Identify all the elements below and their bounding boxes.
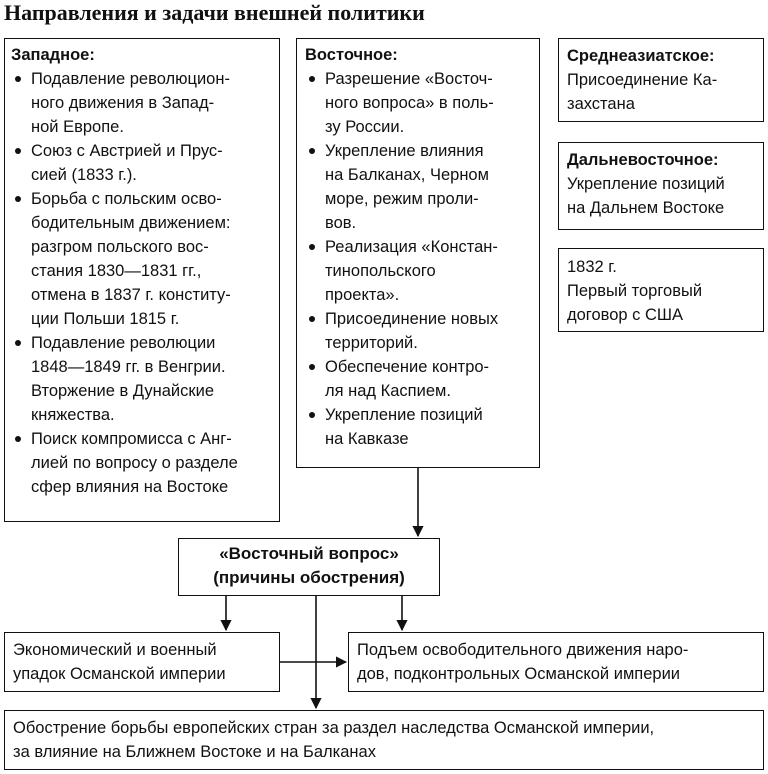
european-struggle-text: Обострение борьбы европейских стран за раздел наследства Османской империи, за влияние на Ближнем Востоке и на Балканах: [13, 719, 655, 761]
far-eastern-text: Укрепление позиций на Дальнем Востоке: [567, 175, 725, 217]
eastern-item: Разрешение «Восточ- ного вопроса» в поль- зу России.: [305, 67, 533, 139]
western-direction-box: [4, 38, 280, 522]
eastern-item: Укрепление позиций на Кавказе: [305, 403, 533, 451]
far-eastern-direction-box: [558, 142, 764, 230]
usa-treaty-text: Первый торговый договор с США: [567, 282, 703, 324]
eastern-item: Реализация «Констан- тинопольского проекта».: [305, 235, 533, 307]
liberation-movement-box: [348, 632, 764, 692]
western-item: Подавление революцион- ного движения в Запад- ной Европе.: [11, 67, 273, 139]
western-items: [11, 67, 273, 499]
central-asian-direction-box: [558, 38, 764, 122]
eastern-item: Присоединение новых территорий.: [305, 307, 533, 355]
ottoman-decline-text: Экономический и военный упадок Османской империи: [13, 641, 226, 683]
european-struggle-box: [4, 710, 764, 770]
ottoman-decline-box: [4, 632, 280, 692]
central-asian-text: Присоединение Ка- захстана: [567, 71, 718, 113]
eastern-direction-box: [296, 38, 540, 468]
western-item: Союз с Австрией и Прус- сией (1833 г.).: [11, 139, 273, 187]
page-title: Направления и задачи внешней политики: [4, 0, 425, 25]
liberation-movement-text: Подъем освободительного движения наро- дов, подконтрольных Османской империи: [357, 641, 689, 683]
eastern-item: Укрепление влияния на Балканах, Черном море, режим проли- вов.: [305, 139, 533, 235]
western-item: Борьба с польским осво- бодительным движением: разгром польского вос- стания 1830—1831 гг., отмена в 1837 г. конститу- ции Польши 1815 г.: [11, 187, 273, 331]
western-item: Подавление революции 1848—1849 гг. в Венгрии. Вторжение в Дунайские княжества.: [11, 331, 273, 427]
eastern-question-title: «Восточный вопрос»: [219, 544, 399, 563]
usa-treaty-year: 1832 г.: [567, 258, 617, 276]
central-asian-heading: Среднеазиатское:: [567, 47, 715, 65]
eastern-question-subtitle: (причины обострения): [213, 568, 405, 587]
western-item: Поиск компромисса с Анг- лией по вопросу о разделе сфер влияния на Востоке: [11, 427, 273, 499]
eastern-item: Обеспечение контро- ля над Каспием.: [305, 355, 533, 403]
eastern-items: [305, 67, 533, 451]
western-heading: Западное:: [11, 46, 95, 64]
eastern-heading: Восточное:: [305, 46, 398, 64]
far-eastern-heading: Дальневосточное:: [567, 151, 719, 169]
eastern-question-box: [178, 538, 440, 596]
usa-treaty-box: [558, 248, 764, 332]
